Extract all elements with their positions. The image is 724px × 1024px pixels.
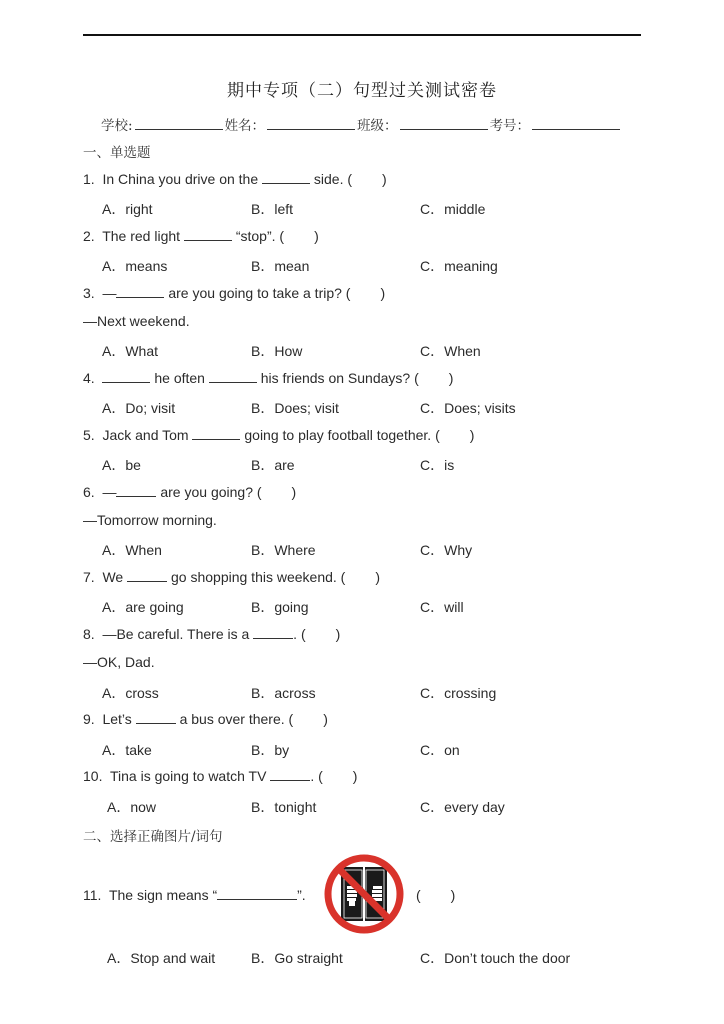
exam-number-field[interactable] (532, 115, 620, 130)
header-rule (83, 34, 641, 36)
page-title: 期中专项（二）句型过关测试密卷 (227, 81, 497, 101)
answer-blank[interactable] (253, 626, 293, 639)
question-6: 6. — are you going? ( ) (83, 484, 297, 500)
question-4: 4. he often his friends on Sundays? ( ) (83, 370, 454, 386)
question-2: 2. The red light “stop”. ( ) (83, 228, 319, 244)
section-heading-single-choice: 一、单选题 (83, 145, 151, 161)
question-3: 3. — are you going to take a trip? ( ) (83, 285, 386, 301)
option-c[interactable]: C．meaning (420, 258, 498, 274)
option-b[interactable]: B．across (251, 685, 316, 701)
answer-blank[interactable] (217, 887, 297, 900)
option-c[interactable]: C．on (420, 742, 460, 758)
answer-blank[interactable] (102, 370, 150, 383)
option-b[interactable]: B．How (251, 343, 303, 359)
question-7: 7. We go shopping this weekend. ( ) (83, 569, 381, 585)
option-c[interactable]: C．will (420, 599, 464, 615)
section-heading-choose-picture: 二、选择正确图片/词句 (83, 829, 223, 845)
option-a[interactable]: A．take (102, 742, 152, 758)
answer-line: —OK, Dad. (83, 654, 155, 670)
option-b[interactable]: B．Where (251, 542, 316, 558)
option-c[interactable]: C．When (420, 343, 481, 359)
option-a[interactable]: A．When (102, 542, 162, 558)
option-b[interactable]: B．Go straight (251, 950, 343, 966)
option-a[interactable]: A．What (102, 343, 159, 359)
option-c[interactable]: C．Does; visits (420, 400, 516, 416)
answer-line: —Tomorrow morning. (83, 512, 217, 528)
option-c[interactable]: C．Don’t touch the door (420, 950, 571, 966)
option-c[interactable]: C．is (420, 457, 455, 473)
school-label: 学校: (101, 118, 133, 134)
answer-blank[interactable] (270, 768, 310, 781)
class-field[interactable] (400, 115, 488, 130)
answer-blank[interactable] (116, 285, 164, 298)
name-field[interactable] (267, 115, 355, 130)
question-5: 5. Jack and Tom going to play football together. ( ) (83, 427, 475, 443)
question-10: 10. Tina is going to watch TV . ( ) (83, 768, 358, 784)
answer-parentheses[interactable]: ( ) (416, 887, 456, 903)
option-b[interactable]: B．left (251, 201, 294, 217)
answer-blank[interactable] (209, 370, 257, 383)
option-a[interactable]: A．cross (102, 685, 159, 701)
answer-line: —Next weekend. (83, 313, 190, 329)
answer-blank[interactable] (136, 711, 176, 724)
question-8: 8. —Be careful. There is a . ( ) (83, 626, 341, 642)
class-label: 班级： (357, 118, 398, 134)
option-a[interactable]: A．be (102, 457, 141, 473)
option-a[interactable]: A．Do; visit (102, 400, 176, 416)
answer-blank[interactable] (127, 569, 167, 582)
option-a[interactable]: A．Stop and wait (107, 950, 216, 966)
question-9: 9. Let’s a bus over there. ( ) (83, 711, 328, 727)
option-b[interactable]: B．tonight (251, 799, 317, 815)
option-b[interactable]: B．Does; visit (251, 400, 339, 416)
option-b[interactable]: B．mean (251, 258, 310, 274)
option-b[interactable]: B．are (251, 457, 295, 473)
name-label: 姓名： (224, 118, 266, 134)
student-info-row (101, 114, 622, 134)
school-field[interactable] (135, 115, 223, 130)
option-b[interactable]: B．by (251, 742, 290, 758)
answer-blank[interactable] (184, 228, 232, 241)
option-c[interactable]: C．middle (420, 201, 486, 217)
option-c[interactable]: C．crossing (420, 685, 497, 701)
answer-blank[interactable] (116, 484, 156, 497)
answer-blank[interactable] (192, 427, 240, 440)
no-touching-door-sign-icon (323, 853, 405, 935)
option-c[interactable]: C．every day (420, 799, 505, 815)
option-a[interactable]: A．are going (102, 599, 184, 615)
question-11: 11. The sign means “ ”. (83, 887, 306, 903)
option-a[interactable]: A．now (107, 799, 157, 815)
option-a[interactable]: A．right (102, 201, 153, 217)
question-1: 1. In China you drive on the side. ( ) (83, 171, 387, 187)
option-a[interactable]: A．means (102, 258, 168, 274)
answer-blank[interactable] (262, 171, 310, 184)
option-b[interactable]: B．going (251, 599, 309, 615)
exam-number-label: 考号： (489, 118, 531, 134)
option-c[interactable]: C．Why (420, 542, 473, 558)
